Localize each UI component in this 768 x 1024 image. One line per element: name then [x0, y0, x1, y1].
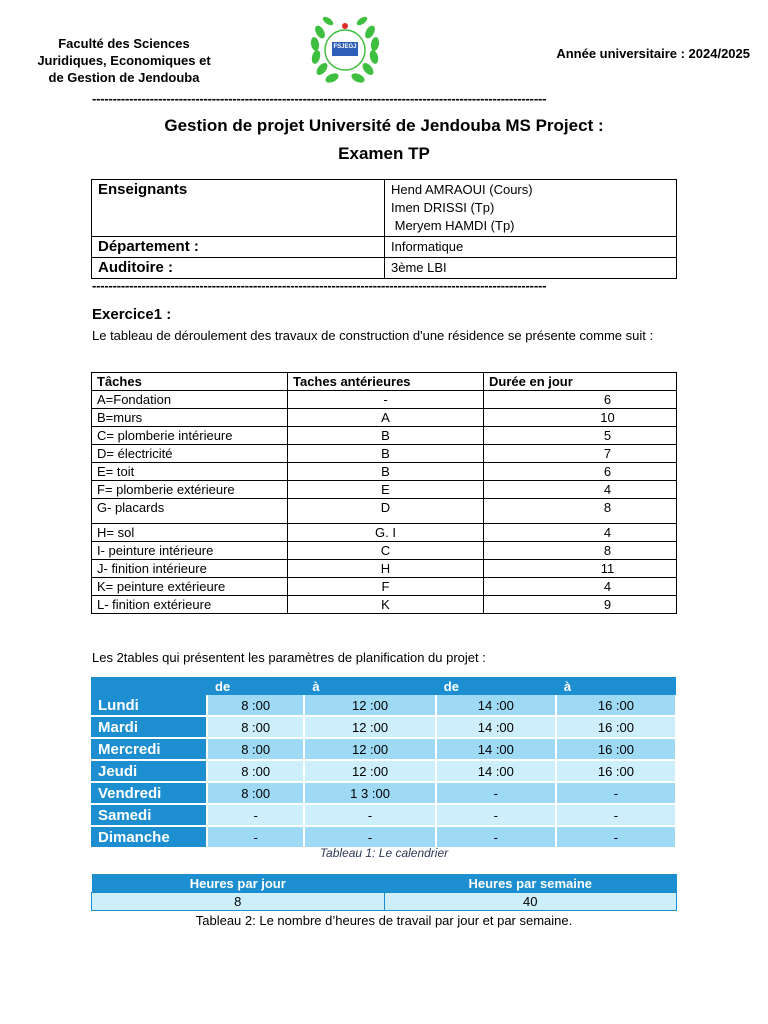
time-cell: 16 :00 [556, 695, 676, 716]
column-header: de [436, 677, 556, 695]
table-row [92, 560, 677, 578]
time-cell: - [304, 804, 435, 826]
time-cell: 16 :00 [556, 738, 676, 760]
task-name: F= plomberie extérieure [92, 481, 288, 499]
day-label: Vendredi [91, 782, 207, 804]
teacher-name: Meryem HAMDI (Tp) [391, 218, 515, 233]
faculty-name [20, 35, 228, 86]
table-row [92, 499, 677, 524]
table-header-row [91, 677, 676, 695]
task-duration: 8 [484, 499, 677, 524]
time-cell: 8 :00 [207, 738, 304, 760]
department-label: Département : [92, 237, 385, 258]
calendar-caption: Tableau 1: Le calendrier [319, 846, 449, 860]
day-label: Samedi [91, 804, 207, 826]
table-row [92, 524, 677, 542]
task-name: L- finition extérieure [92, 596, 288, 614]
auditorium-label: Auditoire : [92, 258, 385, 279]
time-cell: 8 :00 [207, 716, 304, 738]
task-name: G- placards [92, 499, 288, 524]
time-cell: 8 :00 [207, 760, 304, 782]
separator-line: -------------------------------------------------------------------------------------------------------------- [92, 279, 547, 293]
task-name: J- finition intérieure [92, 560, 288, 578]
time-cell: - [304, 826, 435, 848]
exercise-title: Exercice1 : [92, 306, 172, 323]
task-predecessor: D [288, 499, 484, 524]
time-cell: - [207, 804, 304, 826]
table-row [92, 481, 677, 499]
table-row [91, 716, 676, 738]
task-duration: 8 [484, 542, 677, 560]
column-header: Durée en jour [484, 373, 677, 391]
table-row [92, 578, 677, 596]
column-header: Heures par jour [92, 874, 385, 893]
table-row [92, 427, 677, 445]
time-cell: - [556, 826, 676, 848]
task-predecessor: K [288, 596, 484, 614]
table-row [92, 409, 677, 427]
day-label: Dimanche [91, 826, 207, 848]
task-name: I- peinture intérieure [92, 542, 288, 560]
time-cell: 16 :00 [556, 760, 676, 782]
task-name: C= plomberie intérieure [92, 427, 288, 445]
table-row [91, 760, 676, 782]
laurel-wreath-icon [306, 12, 384, 88]
exercise-intro: Le tableau de déroulement des travaux de construction d'une résidence se présente comme suit : [92, 328, 654, 343]
time-cell: 12 :00 [304, 716, 435, 738]
day-label: Mercredi [91, 738, 207, 760]
time-cell: 12 :00 [304, 695, 435, 716]
teachers-list [385, 180, 677, 237]
table-row [91, 804, 676, 826]
table-row [92, 180, 677, 237]
course-info-table [91, 179, 677, 279]
table-row [91, 695, 676, 716]
teacher-name: Imen DRISSI (Tp) [391, 200, 495, 215]
task-duration: 4 [484, 578, 677, 596]
calendar-table [91, 677, 677, 849]
time-cell: - [207, 826, 304, 848]
table-row [92, 542, 677, 560]
column-header: à [556, 677, 676, 695]
table-row [92, 463, 677, 481]
task-name: E= toit [92, 463, 288, 481]
time-cell: 1 3 :00 [304, 782, 435, 804]
table-row [92, 596, 677, 614]
time-cell: 8 :00 [207, 782, 304, 804]
task-duration: 7 [484, 445, 677, 463]
table-row [92, 391, 677, 409]
time-cell: - [436, 782, 556, 804]
table-row [92, 445, 677, 463]
time-cell: - [556, 782, 676, 804]
tables-intro: Les 2tables qui présentent les paramètres de planification du projet : [92, 650, 486, 665]
task-predecessor: H [288, 560, 484, 578]
task-duration: 4 [484, 524, 677, 542]
time-cell: - [556, 804, 676, 826]
task-predecessor: E [288, 481, 484, 499]
time-cell: 12 :00 [304, 760, 435, 782]
hours-per-day: 8 [92, 893, 385, 911]
hours-per-week: 40 [384, 893, 677, 911]
column-header: Heures par semaine [384, 874, 677, 893]
time-cell: 14 :00 [436, 738, 556, 760]
task-duration: 10 [484, 409, 677, 427]
table-row [92, 258, 677, 279]
day-label: Lundi [91, 695, 207, 716]
page-title: Gestion de projet Université de Jendouba MS Project : [164, 116, 604, 135]
column-header [91, 677, 207, 695]
department-value: Informatique [385, 237, 677, 258]
task-duration: 6 [484, 463, 677, 481]
table-row [92, 237, 677, 258]
column-header: de [207, 677, 304, 695]
hours-caption: Tableau 2: Le nombre d’heures de travail par jour et par semaine. [195, 913, 573, 928]
table-row [91, 738, 676, 760]
faculty-line: Faculté des Sciences [58, 36, 190, 51]
time-cell: 16 :00 [556, 716, 676, 738]
faculty-line: Juridiques, Economiques et [37, 53, 211, 68]
hours-table [91, 874, 677, 911]
task-name: K= peinture extérieure [92, 578, 288, 596]
table-header-row [92, 874, 677, 893]
column-header: Tâches [92, 373, 288, 391]
university-logo [306, 12, 384, 88]
task-duration: 4 [484, 481, 677, 499]
auditorium-value: 3ème LBI [385, 258, 677, 279]
task-duration: 9 [484, 596, 677, 614]
task-name: A=Fondation [92, 391, 288, 409]
teacher-name: Hend AMRAOUI (Cours) [391, 182, 533, 197]
academic-year: Année universitaire : 2024/2025 [556, 46, 750, 61]
task-predecessor: G. I [288, 524, 484, 542]
separator-line: -------------------------------------------------------------------------------------------------------------- [92, 92, 547, 106]
day-label: Mardi [91, 716, 207, 738]
time-cell: 14 :00 [436, 695, 556, 716]
time-cell: - [436, 804, 556, 826]
tasks-table [91, 372, 677, 614]
day-label: Jeudi [91, 760, 207, 782]
column-header: Taches antérieures [288, 373, 484, 391]
time-cell: 14 :00 [436, 760, 556, 782]
task-predecessor: - [288, 391, 484, 409]
table-row [91, 826, 676, 848]
logo-text: FSJEGJ [333, 44, 357, 50]
time-cell: 8 :00 [207, 695, 304, 716]
task-predecessor: F [288, 578, 484, 596]
faculty-line: de Gestion de Jendouba [48, 70, 200, 85]
page-subtitle: Examen TP [338, 144, 430, 163]
task-predecessor: A [288, 409, 484, 427]
teachers-label: Enseignants [92, 180, 385, 237]
task-duration: 6 [484, 391, 677, 409]
table-row [91, 782, 676, 804]
time-cell: - [436, 826, 556, 848]
task-predecessor: C [288, 542, 484, 560]
task-predecessor: B [288, 463, 484, 481]
table-row [92, 893, 677, 911]
task-name: D= électricité [92, 445, 288, 463]
time-cell: 12 :00 [304, 738, 435, 760]
task-name: B=murs [92, 409, 288, 427]
task-predecessor: B [288, 445, 484, 463]
task-duration: 5 [484, 427, 677, 445]
column-header: à [304, 677, 435, 695]
task-name: H= sol [92, 524, 288, 542]
task-predecessor: B [288, 427, 484, 445]
task-duration: 11 [484, 560, 677, 578]
table-header-row [92, 373, 677, 391]
time-cell: 14 :00 [436, 716, 556, 738]
